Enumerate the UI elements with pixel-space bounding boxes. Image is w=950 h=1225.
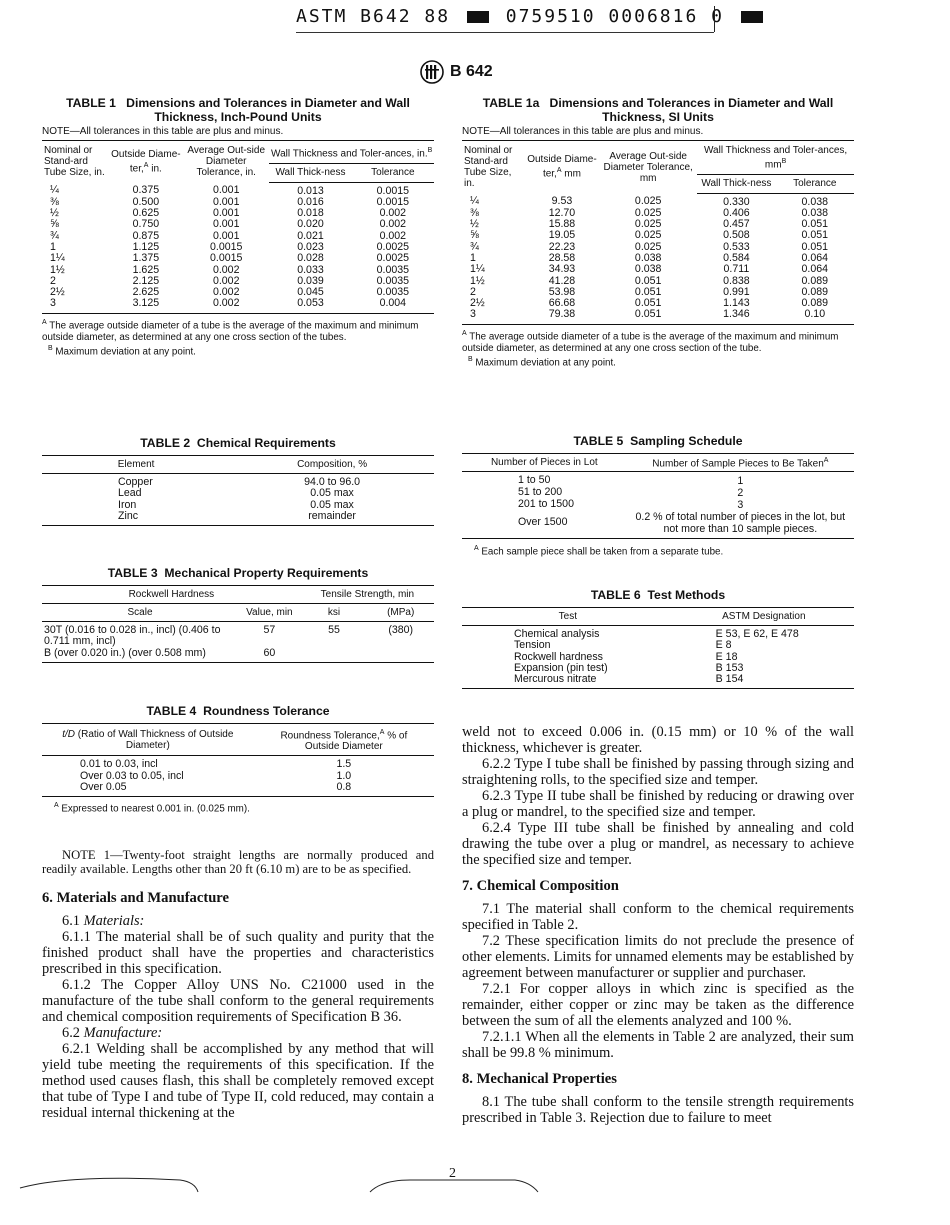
para-8-1: 8.1 The tube shall conform to the tensile strength requirements prescribed in Table 3. Rejection due to failure to meet (462, 1094, 854, 1126)
table1-cell: 0.0035 (376, 286, 410, 299)
table-row (462, 640, 854, 651)
table1-header-wall-group: Wall Thickness and Toler-ances, in.$^B$ (269, 141, 434, 164)
table1a-footnotes (462, 328, 854, 369)
table1-cell: 0.002 (212, 286, 240, 299)
table1-cell: 1.125 (132, 240, 160, 253)
table1-cell: 0.002 (212, 263, 240, 276)
table6-cell: E 18 (715, 650, 738, 663)
table1a-header-nominal: Nominal or Stand-ard Tube Size, in. (464, 145, 513, 189)
table3-header-rockwell: Rockwell Hardness (42, 586, 301, 604)
table-row (462, 309, 854, 324)
table-row (42, 219, 434, 230)
table4 (42, 723, 434, 797)
table1a-cell: 0.025 (634, 229, 662, 242)
table5-title: TABLE 5 Sampling Schedule (573, 434, 743, 448)
para-6-2-2: 6.2.2 Type I tube shall be finished by passing through sizing and straightening rolls, to the specified size and temper. (462, 756, 854, 788)
para-7-1: 7.1 The material shall conform to the chemical requirements specified in Table 2. (462, 901, 854, 933)
table1a-cell: ¼ (470, 195, 479, 208)
table6-cell: Tension (514, 639, 551, 652)
designation-header (420, 60, 493, 84)
table1-cell: 0.002 (212, 274, 240, 287)
table4-cell: 1.0 (336, 769, 352, 782)
table4-title: TABLE 4 Roundness Tolerance (146, 704, 330, 718)
table-row (462, 472, 854, 488)
table1-cell: 0.750 (132, 218, 160, 231)
table3-cell-mpa: (380) (388, 624, 414, 636)
table1-cell: 0.001 (212, 207, 240, 220)
table3-cell-value: 60 (263, 646, 276, 659)
table3-title: TABLE 3 Mechanical Property Requirements (107, 566, 369, 580)
table1-cell: ⅝ (50, 218, 59, 231)
table6-title: TABLE 6 Test Methods (590, 588, 726, 602)
table3 (42, 585, 434, 663)
table-row (42, 622, 434, 648)
table1-cell: 0.039 (297, 274, 324, 287)
table-row (42, 782, 434, 797)
table1 (42, 140, 434, 314)
table1a-cell: 0.051 (801, 240, 829, 253)
table1a-cell: 0.838 (723, 274, 750, 287)
para-continued: weld not to exceed 0.006 in. (0.15 mm) or 10 % of the wall thickness, whichever is greater. (462, 724, 854, 756)
table1-body (42, 182, 434, 313)
para-6-2-1: 6.2.1 Welding shall be accomplished by any method that will yield tube meeting the requirements of this specification. If the method used causes flash, this shall be completely removed except that tube of Type I and tube of Type II, cold reduced, may contain a residual internal thickening at the (42, 1041, 434, 1121)
table6-header-test: Test (462, 608, 674, 626)
table2-cell: 0.05 max (310, 487, 354, 500)
table1a-cell: 0.089 (801, 285, 829, 298)
table-row (42, 182, 434, 197)
table1-cell: 1½ (50, 263, 65, 276)
para-7-2: 7.2 These specification limits do not preclude the presence of other elements. Limits for unnamed elements may be established by agreement between manufacturer or supplier and purchaser. (462, 933, 854, 981)
table1-cell: 0.500 (132, 195, 160, 208)
table1a-cell: ⅜ (470, 206, 479, 219)
table-row (462, 674, 854, 689)
table-row (42, 756, 434, 771)
scan-header-code (296, 6, 767, 27)
table1a-cell: 2½ (470, 297, 485, 310)
astm-logo-icon (420, 60, 444, 84)
table-row (462, 264, 854, 275)
table2-cell: remainder (308, 509, 356, 522)
table1-cell: 1 (50, 240, 56, 253)
table1a-title: TABLE 1a Dimensions and Tolerances in Diameter and Wall Thickness, SI Units (482, 96, 834, 124)
table6-header-astm: ASTM Designation (674, 608, 854, 626)
table2-block (42, 436, 434, 526)
table1-cell: 0.045 (297, 286, 324, 299)
table6-cell: Rockwell hardness (514, 650, 603, 663)
table3-header-value: Value, min (238, 604, 301, 622)
table-row (462, 193, 854, 208)
table2-title: TABLE 2 Chemical Requirements (140, 436, 336, 450)
table1a-cell: 0.089 (801, 274, 829, 287)
table2-cell: 0.05 max (310, 498, 354, 511)
table1-cell: 2.625 (132, 286, 160, 299)
table1-cell: 2 (50, 274, 56, 287)
table4-footnote: $^A$ Expressed to nearest 0.001 in. (0.025 mm). (54, 802, 250, 815)
section-7-heading: 7. Chemical Composition (462, 878, 619, 894)
table5-cell: 1 to 50 (518, 474, 551, 487)
table1a-cell: 1½ (470, 274, 485, 287)
table3-header-tensile: Tensile Strength, min (301, 586, 434, 604)
table6-cell: E 53, E 62, E 478 (715, 628, 799, 640)
table1-cell: 0.001 (212, 184, 240, 197)
header-rule (296, 32, 714, 33)
table1-cell: 1¼ (50, 252, 65, 265)
table-row (42, 488, 434, 499)
note-1: NOTE 1—Twenty-foot straight lengths are normally produced and readily available. Lengths other than 20 ft (6.10 m) are to be as specified. (42, 848, 434, 876)
table1-header-wall: Wall Thick-ness (269, 163, 351, 182)
para-7-2-1: 7.2.1 For copper alloys in which zinc is specified as the remainder, either copper or zinc may be taken as the difference between the sum of all the elements analyzed and 100 %. (462, 981, 854, 1029)
table1-cell: 3 (50, 297, 56, 310)
table5-cell: 3 (737, 499, 744, 511)
table1a-cell: 66.68 (548, 297, 576, 310)
table1-header-tol: Tolerance (352, 163, 434, 182)
table1a-cell: 41.28 (548, 274, 576, 287)
table-row (462, 511, 854, 539)
table5-header-lot: Number of Pieces in Lot (462, 454, 627, 472)
table1a-cell: 0.025 (634, 240, 662, 253)
section-8-heading: 8. Mechanical Properties (462, 1071, 617, 1087)
table1a-header-wall-group: Wall Thickness and Toler-ances, $mm^B$ (697, 141, 854, 175)
table1-cell: 0.002 (379, 207, 407, 220)
table3-header-ksi: ksi (301, 604, 368, 622)
table2-cell: Iron (118, 498, 137, 511)
table1a-cell: ½ (470, 218, 479, 231)
table6-cell: B 153 (715, 661, 744, 674)
table1a-cell: 0.025 (634, 195, 662, 208)
table3-cell-scale: B (over 0.020 in.) (over 0.508 mm) (44, 646, 206, 659)
table6-block (462, 588, 854, 689)
redaction-block (467, 11, 489, 23)
table1-cell: 0.028 (297, 252, 324, 265)
table1a-cell: 12.70 (548, 206, 576, 219)
section-6-body (42, 913, 434, 1121)
table1a-cell: 1 (470, 251, 476, 264)
table1-cell: 0.0015 (376, 195, 410, 208)
table5-header-samples: Number of Sample Pieces to Be Taken$^A$ (627, 454, 854, 472)
table1a-cell: 15.88 (548, 218, 576, 231)
table-row (42, 298, 434, 313)
table1a-header-avg: Average Out-side Diameter Tolerance, mm (603, 150, 693, 184)
table2-cell: Zinc (118, 509, 139, 522)
table1a-cell: 0.051 (801, 218, 829, 231)
table1a-cell: 0.025 (634, 218, 662, 231)
table1-cell: 2.125 (132, 274, 160, 287)
section-6-continued (462, 724, 854, 868)
table4-cell: Over 0.03 to 0.05, incl (80, 769, 184, 782)
para-6-1-2: 6.1.2 The Copper Alloy UNS No. C21000 used in the manufacture of the tube shall conform to the general requirements and chemical composition requirements of Specification B 36. (42, 977, 434, 1025)
table5-body (462, 472, 854, 539)
table1a-cell: 0.711 (723, 263, 750, 276)
table1a-block (462, 96, 854, 369)
table1a-cell: 2 (470, 285, 476, 298)
table1-cell: 1.625 (132, 263, 160, 276)
table1-cell: 0.020 (297, 218, 324, 231)
table1-cell: 0.018 (297, 207, 324, 220)
para-6-1-1: 6.1.1 The material shall be of such quality and purity that the finished product shall have the properties and characteristics prescribed in this specification. (42, 929, 434, 977)
table1-cell: 0.013 (297, 184, 324, 197)
table6-cell: Expansion (pin test) (514, 661, 608, 674)
table1a-cell: 19.05 (548, 229, 576, 242)
table5-cell: 51 to 200 (518, 486, 563, 499)
section-6-heading: 6. Materials and Manufacture (42, 890, 229, 906)
table1-cell: 0.0015 (376, 184, 410, 197)
table4-header-ratio: t/D (Ratio of Wall Thickness of Outside Diameter) (42, 724, 254, 756)
table1-cell: 0.0035 (376, 274, 410, 287)
designation-number: B 642 (450, 63, 493, 80)
table1-block (42, 96, 434, 358)
table1-cell: 0.001 (212, 229, 240, 242)
right-body-text (462, 724, 854, 1126)
table3-cell-scale: 30T (0.016 to 0.028 in., incl) (0.406 to 0.711 mm, incl) (44, 624, 221, 648)
table1a-cell: 0.038 (634, 251, 662, 264)
table2-header-element: Element (42, 456, 230, 474)
table1a-cell: 0.508 (723, 229, 750, 242)
table1a-body (462, 193, 854, 324)
table1-cell: 0.0015 (210, 252, 243, 265)
table-row (42, 511, 434, 526)
table1a-cell: 0.064 (801, 263, 829, 276)
header-code-b: 0759510 0006816 0 (505, 6, 724, 27)
table6-cell: B 154 (715, 673, 744, 686)
table1-cell: 0.002 (212, 297, 240, 310)
table1a-cell: 0.533 (723, 240, 750, 253)
table4-cell: 0.8 (336, 780, 352, 793)
table1a-cell: 0.038 (801, 195, 829, 208)
table1-cell: 0.625 (132, 207, 160, 220)
table1-cell: 0.023 (297, 240, 324, 253)
table1a-cell: 0.991 (723, 285, 750, 298)
table6-cell: E 8 (715, 639, 732, 652)
table1-cell: 0.875 (132, 229, 160, 242)
table2 (42, 455, 434, 526)
table1-cell: 0.001 (212, 218, 240, 231)
table1a-cell: 0.051 (634, 285, 662, 298)
table1a-cell: 0.406 (723, 206, 750, 219)
table1-cell: 0.004 (379, 297, 407, 310)
table1a-cell: 28.58 (548, 251, 576, 264)
table1-cell: 0.021 (297, 229, 324, 242)
table1-cell: 0.053 (297, 297, 324, 310)
para-6-1: 6.1 Materials: (62, 913, 145, 929)
table-row (462, 487, 854, 499)
table1a-footnote-a: $^A$ The average outside diameter of a tube is the average of the maximum and minimum outside diameter, as determined at any one cross section of the tube. (462, 329, 839, 354)
table5-cell: 201 to 1500 (518, 498, 574, 511)
table1-header-avg: Average Out-side Diameter Tolerance, in. (187, 145, 266, 178)
table1-header-od: Outside Diame-ter,$^A$ in. (111, 148, 181, 175)
table1a (462, 140, 854, 325)
table1a-cell: 0.051 (801, 229, 829, 242)
table1a-header-od: Outside Diame-ter,$^A$ mm (527, 154, 597, 180)
table1-cell: 0.375 (132, 184, 160, 197)
table-row (462, 499, 854, 511)
table1-note: NOTE—All tolerances in this table are plus and minus. (42, 126, 284, 137)
table1-cell: 0.002 (379, 229, 407, 242)
table2-cell: Lead (118, 487, 142, 500)
section-8-body (462, 1094, 854, 1126)
table2-header-composition: Composition, % (230, 456, 434, 474)
table1a-cell: 0.064 (801, 251, 829, 264)
table1a-footnote-b: $^B$ Maximum deviation at any point. (468, 356, 616, 369)
table1a-cell: 0.038 (801, 206, 829, 219)
table1a-cell: 34.93 (548, 263, 576, 276)
table1a-cell: 0.584 (723, 251, 750, 264)
table-row (42, 500, 434, 511)
table1-footnote-a: $^A$ The average outside diameter of a tube is the average of the maximum and minimum outside diameter, as determined at any one cross section of the tubes. (42, 318, 419, 343)
table1-cell: 0.001 (212, 195, 240, 208)
table1a-cell: ⅝ (470, 229, 479, 242)
table5-footnote: $^A$ Each sample piece shall be taken from a separate tube. (474, 545, 724, 558)
table3-block (42, 566, 434, 663)
table4-body (42, 756, 434, 797)
table1a-cell: 0.051 (634, 297, 662, 310)
table1-cell: 0.0015 (210, 240, 243, 253)
header-bar (714, 6, 715, 32)
table4-header-tolerance: Roundness Tolerance,$^A$ % of Outside Diameter (254, 724, 434, 756)
table1-title: TABLE 1 Dimensions and Tolerances in Diameter and Wall Thickness, Inch-Pound Units (66, 96, 410, 124)
para-6-2-3: 6.2.3 Type II tube shall be finished by reducing or drawing over a plug or mandrel, to the specified size and temper. (462, 788, 854, 820)
table5-block (462, 434, 854, 558)
table5-cell: 1 (737, 475, 744, 487)
table1a-cell: 0.457 (723, 218, 750, 231)
left-body-text (42, 848, 434, 1121)
redaction-block (741, 11, 763, 23)
table1a-cell: 0.051 (634, 274, 662, 287)
table3-header-scale: Scale (42, 604, 238, 622)
table4-block (42, 704, 434, 815)
table1-cell: ¼ (50, 184, 59, 197)
table1-cell: 2½ (50, 286, 65, 299)
table6 (462, 607, 854, 689)
table5-cell: 2 (737, 487, 744, 499)
table1a-cell: 0.089 (801, 297, 829, 310)
table5-cell: Over 1500 (518, 516, 568, 529)
table1-footnote-b: $^B$ Maximum deviation at any point. (48, 345, 196, 358)
table1a-header-tol: Tolerance (776, 174, 854, 193)
table1a-cell: 0.330 (723, 195, 750, 208)
table1a-cell: 79.38 (548, 308, 576, 321)
table1-cell: 0.002 (379, 218, 407, 231)
table1a-cell: 9.53 (551, 195, 573, 208)
para-7-2-1-1: 7.2.1.1 When all the elements in Table 2 are analyzed, their sum shall be 99.8 % minimum. (462, 1029, 854, 1061)
table1a-cell: 0.038 (634, 263, 662, 276)
table1a-cell: 22.23 (548, 240, 576, 253)
table3-header-mpa: (MPa) (367, 604, 434, 622)
table2-body (42, 474, 434, 526)
table1-cell: 0.0025 (376, 240, 410, 253)
table-row (42, 253, 434, 264)
table5 (462, 453, 854, 539)
header-code-a: ASTM B642 88 (296, 6, 451, 27)
table1-cell: 0.033 (297, 263, 324, 276)
table1-cell: 0.016 (297, 195, 324, 208)
table1-cell: 3.125 (132, 297, 160, 310)
table1a-cell: 1.346 (723, 308, 750, 321)
table6-body (462, 626, 854, 689)
table6-cell: Mercurous nitrate (514, 673, 597, 686)
para-6-2: 6.2 Manufacture: (62, 1025, 163, 1041)
table1a-cell: 53.98 (548, 285, 576, 298)
table1-cell: 1.375 (132, 252, 160, 265)
table1a-cell: 0.10 (804, 308, 826, 321)
table-row (42, 648, 434, 663)
table5-cell: 0.2 % of total number of pieces in the lot, but not more than 10 sample pieces. (635, 511, 846, 535)
table1-cell: 0.0025 (376, 252, 410, 265)
section-7-body (462, 901, 854, 1061)
table1-header-nominal: Nominal or Stand-ard Tube Size, in. (44, 145, 105, 178)
table-row (42, 474, 434, 489)
table1a-cell: 1¼ (470, 263, 485, 276)
table-row (462, 626, 854, 641)
table4-cell: 1.5 (336, 758, 352, 771)
page-number: 2 (449, 1166, 456, 1181)
table1a-cell: 1.143 (723, 297, 750, 310)
table6-cell: Chemical analysis (514, 628, 600, 640)
table4-cell: Over 0.05 (80, 780, 127, 793)
table3-cell-ksi: 55 (328, 624, 340, 636)
table4-cell: 0.01 to 0.03, incl (80, 758, 158, 771)
table3-cell-value: 57 (263, 624, 276, 636)
table1a-cell: 0.051 (634, 308, 662, 321)
table1a-header-wall: Wall Thick-ness (697, 174, 775, 193)
table1a-cell: 0.025 (634, 206, 662, 219)
table1a-cell: ¾ (470, 240, 479, 253)
table1a-cell: 3 (470, 308, 476, 321)
para-6-2-4: 6.2.4 Type III tube shall be finished by annealing and cold drawing the tube over a plug or mandrel, as necessary to achieve the specified size and temper. (462, 820, 854, 868)
table1-cell: ⅜ (50, 195, 59, 208)
table1-cell: 0.0035 (376, 263, 410, 276)
table1-footnotes (42, 317, 434, 358)
table1-cell: ¾ (50, 229, 59, 242)
table1-cell: ½ (50, 207, 59, 220)
table1a-note: NOTE—All tolerances in this table are plus and minus. (462, 126, 704, 137)
table-row (462, 230, 854, 241)
table2-cell: 94.0 to 96.0 (304, 476, 361, 488)
scan-artifact-curves (10, 1170, 930, 1200)
table2-cell: Copper (118, 476, 153, 488)
